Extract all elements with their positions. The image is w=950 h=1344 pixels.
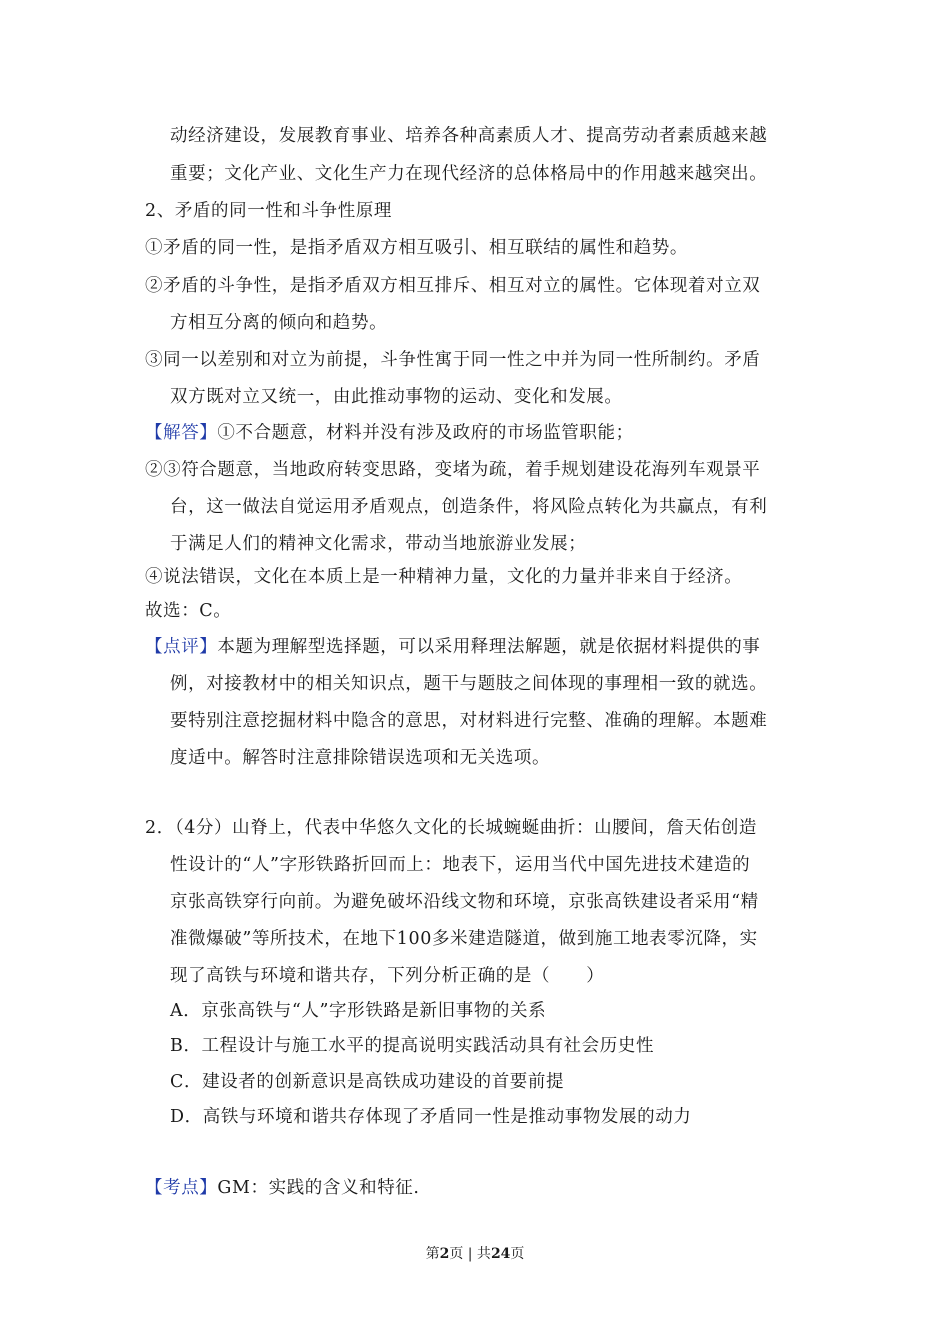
footer-suffix: 页 bbox=[510, 1246, 525, 1262]
answer-choice: 故选：C。 bbox=[145, 601, 232, 621]
option-d: D．高铁与环境和谐共存体现了矛盾同一性是推动事物发展的动力 bbox=[170, 1107, 692, 1127]
answer-line: 于满足人们的精神文化需求，带动当地旅游业发展； bbox=[170, 534, 587, 554]
question-number: 2． bbox=[145, 818, 175, 838]
text-line: ①矛盾的同一性，是指矛盾双方相互吸引、相互联结的属性和趋势。 bbox=[145, 238, 688, 258]
kaodian-line bbox=[145, 1176, 420, 1200]
page-footer bbox=[0, 1244, 950, 1264]
question-stem-line: 京张高铁穿行向前。为避免破坏沿线文物和环境，京张高铁建设者采用“精 bbox=[170, 892, 759, 912]
question-stem-line: 性设计的“人”字形铁路折回而上：地表下，运用当代中国先进技术建造的 bbox=[170, 855, 751, 875]
comment-line bbox=[145, 635, 760, 659]
text-line: 方相互分离的倾向和趋势。 bbox=[170, 313, 388, 333]
text-line: ②矛盾的斗争性，是指矛盾双方相互排斥、相互对立的属性。它体现着对立双 bbox=[145, 276, 761, 296]
option-b: B．工程设计与施工水平的提高说明实践活动具有社会历史性 bbox=[170, 1036, 655, 1056]
answer-line: 台，这一做法自觉运用矛盾观点，创造条件，将风险点转化为共赢点，有利 bbox=[170, 497, 768, 517]
text-line: 双方既对立又统一，由此推动事物的运动、变化和发展。 bbox=[170, 387, 623, 407]
text-line: 动经济建设，发展教育事业、培养各种高素质人才、提高劳动者素质越来越 bbox=[170, 126, 768, 146]
option-a: A．京张高铁与“人”字形铁路是新旧事物的关系 bbox=[170, 1001, 547, 1021]
answer-line: ④说法错误，文化在本质上是一种精神力量，文化的力量并非来自于经济。 bbox=[145, 567, 743, 587]
kaodian-text: GM：实践的含义和特征. bbox=[217, 1178, 420, 1198]
footer-prefix: 第 bbox=[425, 1246, 440, 1262]
answer-first-text: ①不合题意，材料并没有涉及政府的市场监管职能； bbox=[217, 423, 634, 443]
answer-line bbox=[145, 421, 634, 445]
comment-first-text: 本题为理解型选择题，可以采用释理法解题，就是依据材料提供的事 bbox=[217, 637, 761, 657]
answer-tag: 【解答】 bbox=[145, 423, 218, 443]
comment-line: 度适中。解答时注意排除错误选项和无关选项。 bbox=[170, 748, 551, 768]
comment-line: 例，对接教材中的相关知识点，题干与题肢之间体现的事理相一致的就选。 bbox=[170, 674, 768, 694]
section-heading: 2、矛盾的同一性和斗争性原理 bbox=[145, 201, 393, 221]
footer-page-number: 2 bbox=[439, 1246, 450, 1262]
question-stem-line: 准微爆破”等所技术，在地下100多米建造隧道，做到施工地表零沉降，实 bbox=[170, 929, 758, 949]
option-c: C．建设者的创新意识是高铁成功建设的首要前提 bbox=[170, 1072, 565, 1092]
question-stem-first: （4分）山脊上，代表中华悠久文化的长城蜿蜒曲折：山腰间，詹天佑创造 bbox=[174, 818, 758, 838]
kaodian-tag: 【考点】 bbox=[145, 1178, 218, 1198]
question-stem-line: 现了高铁与环境和谐共存，下列分析正确的是（ ） bbox=[170, 966, 605, 986]
footer-mid: 页 | 共 bbox=[449, 1246, 491, 1262]
question-stem-line bbox=[145, 816, 757, 840]
text-line: ③同一以差别和对立为前提，斗争性寓于同一性之中并为同一性所制约。矛盾 bbox=[145, 350, 761, 370]
footer-total-pages: 24 bbox=[490, 1246, 511, 1262]
answer-line: ②③符合题意，当地政府转变思路，变堵为疏，着手规划建设花海列车观景平 bbox=[145, 460, 761, 480]
text-line: 重要；文化产业、文化生产力在现代经济的总体格局中的作用越来越突出。 bbox=[170, 164, 768, 184]
comment-tag: 【点评】 bbox=[145, 637, 218, 657]
comment-line: 要特别注意挖掘材料中隐含的意思，对材料进行完整、准确的理解。本题难 bbox=[170, 711, 768, 731]
